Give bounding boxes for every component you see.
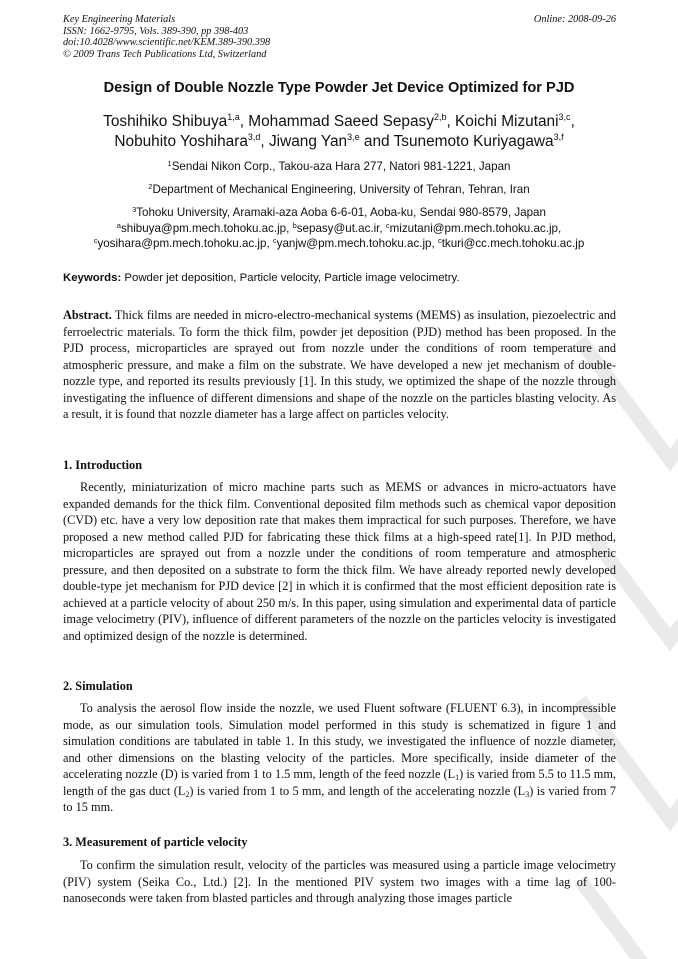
email-sup: a xyxy=(116,221,121,230)
affiliation xyxy=(40,155,638,178)
author-sep: and xyxy=(359,133,394,150)
author-sup: 3,f xyxy=(553,132,564,142)
email-sup: c xyxy=(437,235,442,245)
subscript: 3 xyxy=(525,789,530,799)
affiliation-sup: 3 xyxy=(132,205,137,214)
author-sup: 3,c xyxy=(558,112,571,122)
abstract-label: Abstract. xyxy=(63,308,112,322)
author-name: Mohammad Saeed Sepasy xyxy=(248,113,434,130)
affiliation xyxy=(40,178,638,201)
copyright-line: © 2009 Trans Tech Publications Ltd, Switzerland xyxy=(63,48,267,60)
author-sup: 3,e xyxy=(347,132,360,142)
author-name: Nobuhito Yoshihara xyxy=(114,133,248,150)
affiliation-text: Tohoku University, Aramaki-aza Aoba 6-6-01, Aoba-ku, Sendai 980-8579, Japan xyxy=(136,206,546,219)
email-address[interactable]: tkuri@cc.mech.tohoku.ac.jp xyxy=(441,236,585,250)
affiliation-sup: 1 xyxy=(167,159,172,168)
affiliation xyxy=(40,201,638,224)
affiliation-text: Department of Mechanical Engineering, University of Tehran, Tehran, Iran xyxy=(152,183,530,196)
author-list xyxy=(30,112,648,152)
keywords-text: Powder jet deposition, Particle velocity, Particle image velocimetry. xyxy=(121,272,460,284)
email-line-1 xyxy=(40,222,638,237)
subscript: 1 xyxy=(455,773,460,782)
author-sep: , xyxy=(239,113,249,130)
section-heading-measurement: 3. Measurement of particle velocity xyxy=(63,835,248,849)
measurement-paragraph: To confirm the simulation result, velocity of the particles was measured using a particle image velocimetry (PIV) system (Seika Co., Ltd.) [2]. In the mentioned PIV system two images with a time lag of 100-nanoseconds were taken from blasted particles and through analyzing those images particle xyxy=(63,858,616,905)
email-sep: , xyxy=(266,236,273,250)
email-sup: c xyxy=(93,235,98,245)
email-address[interactable]: shibuya@pm.mech.tohoku.ac.jp xyxy=(120,222,287,235)
keywords-label: Keywords: xyxy=(63,272,122,284)
author-name: Tsunemoto Kuriyagawa xyxy=(393,133,554,150)
subscript: 2 xyxy=(185,789,190,799)
email-line-2 xyxy=(40,237,638,252)
author-line-1 xyxy=(30,112,648,132)
email-list xyxy=(40,222,638,251)
email-sup: b xyxy=(292,221,297,230)
author-sup: 3,d xyxy=(247,132,261,142)
simulation-text: ) is varied from 5.5 to 11.5 mm, length of the gas duct (L xyxy=(63,767,616,798)
email-sep: , xyxy=(286,222,293,235)
keywords xyxy=(63,272,616,284)
issn-line: ISSN: 1662-9795, Vols. 389-390, pp 398-403 xyxy=(63,25,249,37)
email-address[interactable]: sepasy@ut.ac.ir xyxy=(296,222,380,235)
email-address[interactable]: yanjw@pm.mech.tohoku.ac.jp xyxy=(276,236,432,250)
email-address[interactable]: mizutani@pm.mech.tohoku.ac.jp, xyxy=(389,222,562,235)
affiliation-text: Sendai Nikon Corp., Takou-aza Hara 277, Natori 981-1221, Japan xyxy=(171,160,511,173)
author-name: Toshihiko Shibuya xyxy=(103,113,228,130)
email-address[interactable]: yosihara@pm.mech.tohoku.ac.jp xyxy=(97,236,267,250)
section-heading-simulation: 2. Simulation xyxy=(63,679,133,693)
abstract xyxy=(63,307,616,423)
author-sep: , xyxy=(570,113,575,130)
author-name: Jiwang Yan xyxy=(268,133,348,150)
online-date: Online: 2008-09-26 xyxy=(533,14,616,25)
simulation-text: ) is varied from 1 to 5 mm, and length of the accelerating nozzle (L xyxy=(189,783,526,798)
simulation-body xyxy=(63,700,616,816)
measurement-body xyxy=(63,857,616,907)
introduction-paragraph: Recently, miniaturization of micro machine parts such as MEMS or advances in micro-actuators have expanded demands for the thick film. Conventional deposited film methods such as chemical vapor deposition (CVD) etc. have a very low deposition rate that makes them impractical for such purposes. Therefore, we have proposed a new method called PJD for fabricating these thick films at a high-speed rate[1]. In PJD method, microparticles are sprayed out from a nozzle under the conditions of room temperature and atmospheric pressure, and then deposited on a substrate to form the thick film. We have already reported newly developed double-type jet mechanism for PJD device [2] in which it is confirmed that the most efficient deposition rate is achieved at a particle velocity of about 250 m/s. In this paper, using simulation and experimental data of particle image velocimetry (PIV), influence of different parameters of the nozzle on the particles velocity is investigated and optimized design of the nozzle is determined. xyxy=(63,480,616,643)
affiliation-list xyxy=(40,155,638,224)
simulation-text: ) is varied from 7 to 15 mm. xyxy=(63,783,616,814)
paper-title: Design of Double Nozzle Type Powder Jet Device Optimized for PJD xyxy=(103,80,575,96)
author-sep: , xyxy=(260,133,269,150)
author-line-2 xyxy=(30,132,648,152)
author-sup: 1,a xyxy=(227,112,240,122)
email-sup: c xyxy=(385,221,390,230)
author-sep: , xyxy=(446,113,456,130)
author-sup: 2,b xyxy=(433,112,447,122)
section-heading-introduction: 1. Introduction xyxy=(63,458,143,472)
author-name: Koichi Mizutani xyxy=(455,113,559,130)
email-sep: , xyxy=(431,236,438,250)
affiliation-sup: 2 xyxy=(148,182,153,191)
journal-header xyxy=(63,14,616,60)
introduction-body xyxy=(63,479,616,644)
abstract-text: Thick films are needed in micro-electro-mechanical systems (MEMS) as insulation, piezoelectric and ferroelectric materials. To form the thick film, powder jet deposition (PJD) method has been proposed. In the PJD process, microparticles are sprayed out from nozzle under the conditions of room temperature and atmospheric pressure, and make a film on the substrate. We have developed a new jet mechanism of double-nozzle type, and reported its results previously [1]. In this study, we optimized the shape of the nozzle through investigating the influence of different dimensions and shape of the nozzle on the particles blasting velocity. As a result, it is found that nozzle diameter has a large affect on particles velocity. xyxy=(63,308,616,421)
simulation-text: To analysis the aerosol flow inside the nozzle, we used Fluent software (FLUENT 6.3), in incompressible mode, as our simulation tools. Simulation model performed in this study is schematized in figure 1 and simulation conditions are tabulated in table 1. In this study, we investigated the influence of nozzle diameter, and other dimensions on the blasting velocity of the particles. More specifically, inside diameter of the accelerating nozzle (D) is varied from 1 to 1.5 mm, length of the feed nozzle (L xyxy=(63,701,616,781)
journal-name: Key Engineering Materials xyxy=(63,14,176,25)
doi-line: doi:10.4028/www.scientific.net/KEM.389-390.398 xyxy=(63,37,271,49)
email-sup: c xyxy=(272,235,277,245)
email-sep: , xyxy=(379,222,386,235)
simulation-paragraph xyxy=(63,700,616,816)
